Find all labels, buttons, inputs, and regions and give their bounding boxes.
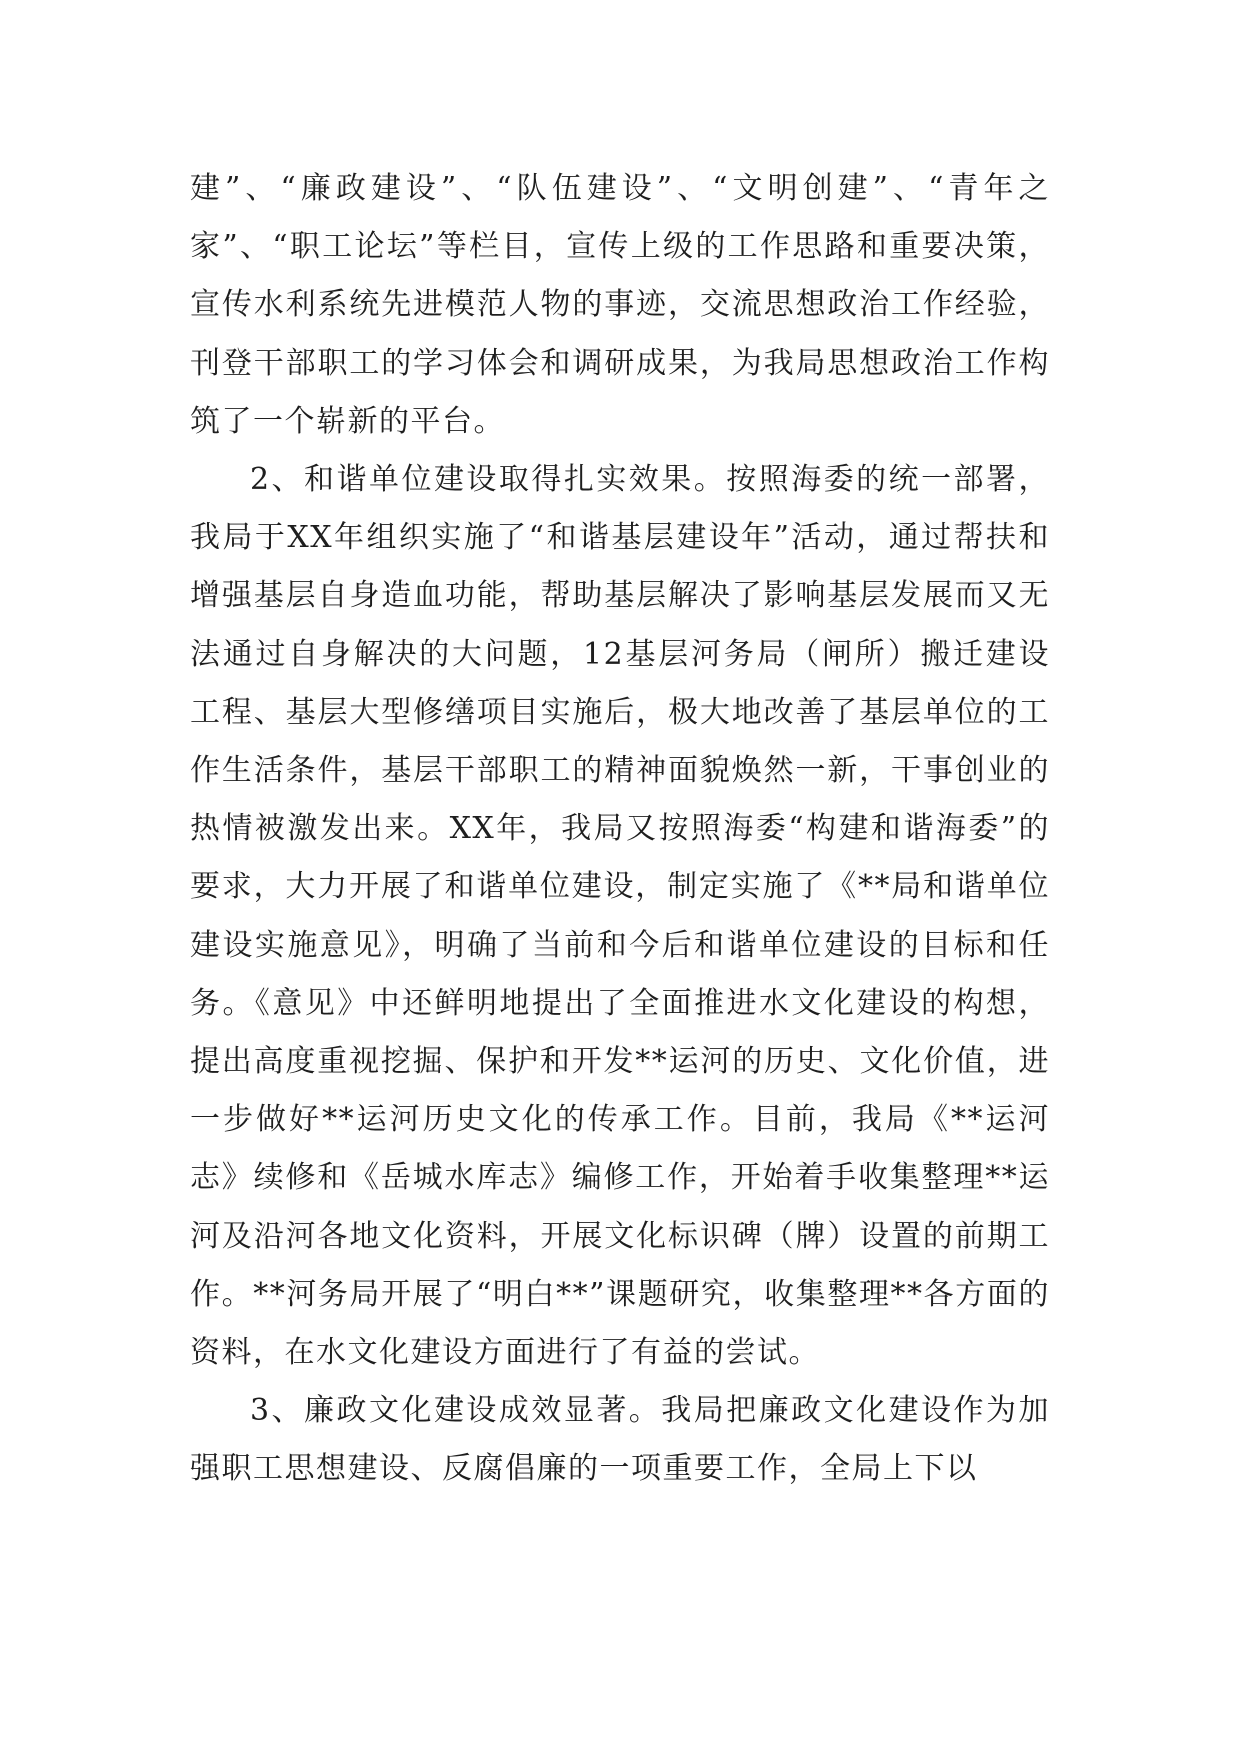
paragraph-integrity-culture: 3、廉政文化建设成效显著。我局把廉政文化建设作为加强职工思想建设、反腐倡廉的一项重要工作，全局上下以 xyxy=(190,1393,1050,1487)
paragraph-continuation: 建”、“廉政建设”、“队伍建设”、“文明创建”、“青年之家”、“职工论坛”等栏目，宣传上级的工作思路和重要决策，宣传水利系统先进模范人物的事迹，交流思想政治工作经验，刊登干部职工的学习体会和调研成果，为我局思想政治工作构筑了一个崭新的平台。 xyxy=(190,171,1050,439)
paragraph-harmony-unit: 2、和谐单位建设取得扎实效果。按照海委的统一部署，我局于XX年组织实施了“和谐基层建设年”活动，通过帮扶和增强基层自身造血功能，帮助基层解决了影响基层发展而又无法通过自身解决的大问题，12基层河务局（闸所）搬迁建设工程、基层大型修缮项目实施后，极大地改善了基层单位的工作生活条件，基层干部职工的精神面貌焕然一新，干事创业的热情被激发出来。XX年，我局又按照海委“构建和谐海委”的要求，大力开展了和谐单位建设，制定实施了《**局和谐单位建设实施意见》，明确了当前和今后和谐单位建设的目标和任务。《意见》中还鲜明地提出了全面推进水文化建设的构想，提出高度重视挖掘、保护和开发**运河的历史、文化价值，进一步做好**运河历史文化的传承工作。目前，我局《**运河志》续修和《岳城水库志》编修工作，开始着手收集整理**运河及沿河各地文化资料，开展文化标识碑（牌）设置的前期工作。**河务局开展了“明白**”课题研究，收集整理**各方面的资料，在水文化建设方面进行了有益的尝试。 xyxy=(190,462,1050,1371)
document-page xyxy=(190,160,1050,1499)
